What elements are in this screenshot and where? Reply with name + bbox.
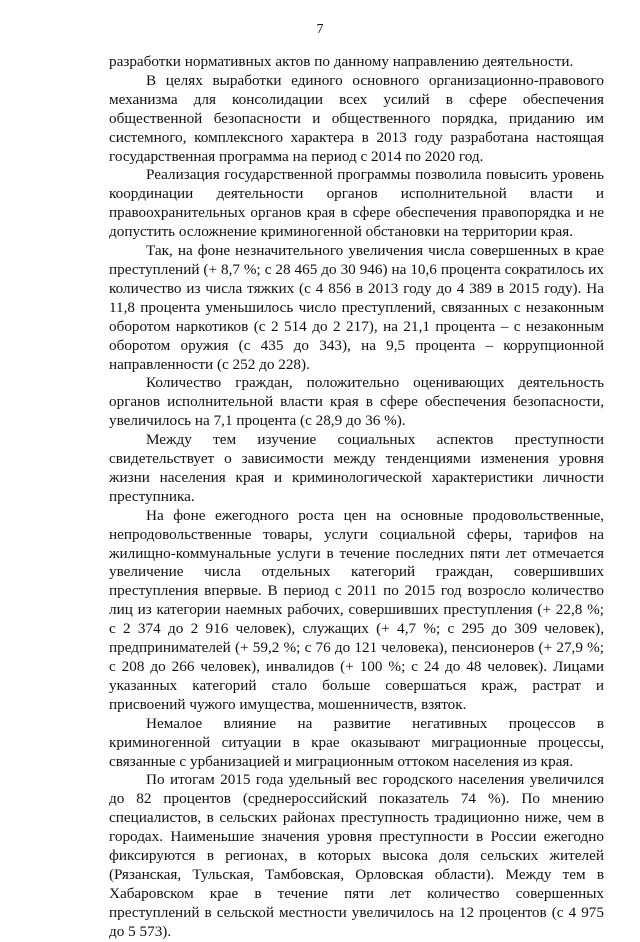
document-body (109, 53, 604, 942)
paragraph-social-aspects: Между тем изучение социальных аспектов преступности свидетельствует о зависимости между тенденциями изменения уровня жизни населения края и криминологической характеристики личности преступника. (109, 431, 604, 505)
paragraph-migration: Немалое влияние на развитие негативных процессов в криминогенной ситуации в крае оказывают миграционные процессы, связанные с урбанизацией и миграционным оттоком населения из края. (109, 714, 604, 770)
paragraph-offender-categories: На фоне ежегодного роста цен на основные продовольственные, непродовольственные товары, услуги социальной сферы, тарифов на жилищно-коммунальные услуги в течение последних пяти лет отмечается увеличение числа отдельных категорий граждан, совершивших преступления впервые. В период с 2011 по 2015 год возросло количество лиц из категории наемных рабочих, совершивших преступления (+ 22,8 %; с 2 374 до 2 916 человек), служащих (+ 4,7 %; с 295 до 309 человек), предпринимателей (+ 59,2 %; с 76 до 121 человека), пенсионеров (+ 27,9 %; с 208 до 266 человек), инвалидов (+ 100 %; с 24 до 48 человек). Лицами указанных категорий стало больше совершаться краж, растрат и присвоений чужого имущества, мошенничеств, взяток. (109, 506, 604, 713)
page-number: 7 (316, 22, 324, 37)
paragraph-urban-population: По итогам 2015 года удельный вес городского населения увеличился до 82 процентов (среднероссийский показатель 74 %). По мнению специалистов, в сельских районах преступность традиционно ниже, чем в городах. Наименьшие значения уровня преступности в России ежегодно фиксируются в регионах, в которых высока доля сельских жителей (Рязанская, Тульская, Тамбовская, Орловская области). Между тем в Хабаровском крае в течение пяти лет количество совершенных преступлений в сельской местности увеличилось на 12 процентов (с 4 975 до 5 573). (109, 771, 604, 940)
paragraph-crime-statistics: Так, на фоне незначительного увеличения числа совершенных в крае преступлений (+ 8,7 %; с 28 465 до 30 946) на 10,6 процента сократилось их количество из числа тяжких (с 4 856 в 2013 году до 4 389 в 2015 году). На 11,8 процента уменьшилось число преступлений, связанных с незаконным оборотом наркотиков (с 2 514 до 2 217), на 21,1 процента – с незаконным оборотом оружия (с 435 до 343), на 9,5 процента – коррупционной направленности (с 252 до 228). (109, 242, 604, 373)
paragraph-citizen-assessment: Количество граждан, положительно оценивающих деятельность органов исполнительной власти края в сфере обеспечения безопасности, увеличилось на 7,1 процента (с 28,9 до 36 %). (109, 374, 604, 430)
paragraph-program-development: В целях выработки единого основного организационно-правового механизма для консолидации всех усилий в сфере обеспечения общественной безопасности и общественного порядка, приданию им системного, комплексного характера в 2013 году разработана настоящая государственная программа на период с 2014 по 2020 год. (109, 71, 604, 165)
paragraph-program-implementation: Реализация государственной программы позволила повысить уровень координации деятельности органов исполнительной власти и правоохранительных органов края в сфере обеспечения правопорядка и не допустить осложнение криминогенной обстановки на территории края. (109, 166, 604, 241)
paragraph-continuation: разработки нормативных актов по данному направлению деятельности. (109, 53, 574, 70)
